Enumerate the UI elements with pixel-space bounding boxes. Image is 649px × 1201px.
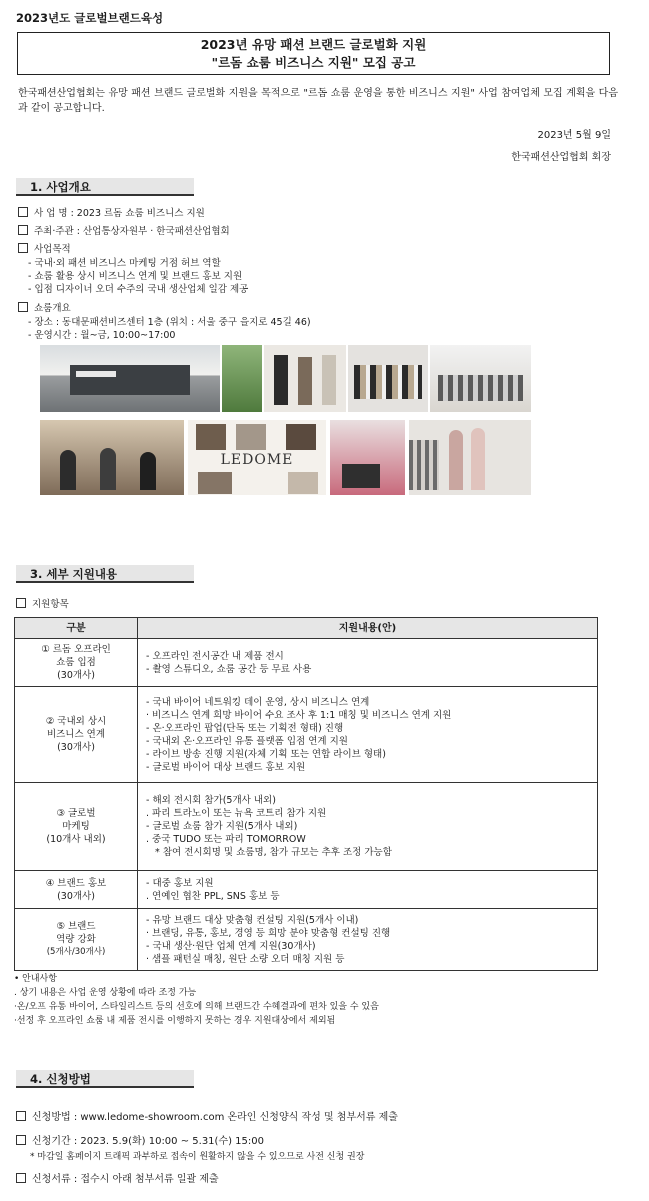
table-header-category: 구분: [15, 618, 138, 639]
category-label: 2023년도 글로벌브랜드육성: [16, 11, 164, 25]
showroom-place: - 장소 : 동대문패션비즈센터 1층 (위치 : 서울 중구 을지로 45길 46): [28, 317, 311, 328]
checkbox-icon: [16, 1173, 26, 1183]
showroom-interior-photo: [430, 345, 531, 412]
table-header-details: 지원내용(안): [138, 618, 598, 639]
event-crowd-photo: [40, 420, 184, 495]
clothing-rack-photo: [348, 345, 428, 412]
ledome-logo: LEDOME: [220, 452, 294, 468]
visitors-photo: [409, 420, 531, 495]
support-items-title: 지원항목: [16, 598, 69, 611]
checkbox-icon: [18, 207, 28, 217]
intro-text: 한국패션산업협회는 유망 패션 브랜드 글로벌화 지원을 목적으로 "르돔 쇼룸 운영을 통한 비즈니스 지원" 사업 참여업체 모집 계획을 다음과 같이 공고합니다.: [18, 88, 618, 114]
ledome-brand-photo: [188, 420, 326, 495]
checkbox-icon: [18, 243, 28, 253]
row-details: - 해외 전시회 참가(5개사 내외) . 파리 트라노이 또는 뉴욕 코트리 참가 지원 - 글로벌 쇼룸 참가 지원(5개사 내외) . 중국 TUDO 또는 파리 TOMORROW * 참여 전시회명 및 쇼룸명, 참가 규모는 추후 조정 가능함: [138, 783, 598, 871]
table-row: [15, 909, 598, 971]
row-details: - 유망 브랜드 대상 맞춤형 컨설팅 지원(5개사 이내) · 브랜딩, 유통, 홍보, 경영 등 희망 분야 맞춤형 컨설팅 진행 - 국내 생산·원단 업체 연계 지원(30개사) · 샘플 패턴실 매칭, 원단 소량 오더 매칭 지원 등: [138, 909, 598, 971]
section-1-heading: 1. 사업개요: [16, 178, 194, 196]
pink-showroom-photo: [330, 420, 405, 495]
title-line-2: "르돔 쇼룸 비즈니스 지원" 모집 공고: [211, 55, 416, 70]
checkbox-icon: [16, 598, 26, 608]
checkbox-icon: [18, 302, 28, 312]
notice-date: 2023년 5월 9일: [537, 130, 611, 141]
row-category: ② 국내외 상시 비즈니스 연계 (30개사): [15, 687, 138, 783]
row-category: ⑤ 브랜드 역량 강화 (5개사/30개사): [15, 909, 138, 971]
checkbox-icon: [18, 225, 28, 235]
table-row: [15, 639, 598, 687]
purpose-title: 사업목적: [18, 243, 71, 256]
row-category: ③ 글로벌 마케팅 (10개사 내외): [15, 783, 138, 871]
showroom-title: 쇼룸개요: [18, 302, 71, 315]
plants-photo: [222, 345, 262, 412]
row-details: - 대중 홍보 지원 . 연예인 협찬 PPL, SNS 홍보 등: [138, 871, 598, 909]
table-row: [15, 871, 598, 909]
application-method: 신청방법 : www.ledome-showroom.com 온라인 신청양식 작성 및 첨부서류 제출: [16, 1111, 398, 1124]
table-row: [15, 687, 598, 783]
notes-block: [14, 972, 379, 1028]
support-table: [14, 617, 598, 971]
note-item: ·선정 후 오프라인 쇼룸 내 제품 전시를 이행하지 못하는 경우 지원대상에서 제외됨: [14, 1016, 336, 1026]
purpose-item: - 입점 디자이너 오더 수주의 국내 생산업체 일감 제공: [28, 284, 249, 295]
row-category: ④ 브랜드 홍보 (30개사): [15, 871, 138, 909]
note-item: . 상기 내용은 사업 운영 상황에 따라 조정 가능: [14, 988, 197, 998]
application-period: 신청기간 : 2023. 5.9(화) 10:00 ~ 5.31(수) 15:00: [16, 1135, 264, 1148]
purpose-item: - 국내·외 패션 비즈니스 마케팅 거점 허브 역할: [28, 258, 221, 269]
period-note: * 마감일 홈페이지 트래픽 과부하로 접속이 원활하지 않을 수 있으므로 사전 신청 권장: [30, 1152, 365, 1162]
section-4-heading: 4. 신청방법: [16, 1070, 194, 1088]
notes-title: • 안내사항: [14, 974, 57, 984]
business-host: 주최·주관 : 산업통상자원부 · 한국패션산업협회: [18, 225, 230, 238]
row-category: ① 르돔 오프라인 쇼룸 입점 (30개사): [15, 639, 138, 687]
section-3-heading: 3. 세부 지원내용: [16, 565, 194, 583]
issuing-org: 한국패션산업협회 회장: [511, 152, 611, 163]
title-line-1: 2023년 유망 패션 브랜드 글로벌화 지원: [200, 37, 427, 52]
checkbox-icon: [16, 1135, 26, 1145]
purpose-item: - 쇼룸 활용 상시 비즈니스 연계 및 브랜드 홍보 지원: [28, 271, 243, 282]
showroom-hours: - 운영시간 : 월~금, 10:00~17:00: [28, 330, 176, 341]
row-details: - 오프라인 전시공간 내 제품 전시 - 촬영 스튜디오, 쇼룸 공간 등 무료 사용: [138, 639, 598, 687]
table-row: [15, 783, 598, 871]
checkbox-icon: [16, 1111, 26, 1121]
application-documents: 신청서류 : 접수시 아래 첨부서류 일괄 제출: [16, 1173, 219, 1186]
table-header-row: [15, 618, 598, 639]
mannequin-photo: [264, 345, 346, 412]
showroom-exterior-photo: [40, 345, 220, 412]
business-name: 사 업 명 : 2023 르돔 쇼룸 비즈니스 지원: [18, 207, 205, 220]
notice-title-box: [17, 32, 610, 75]
row-details: - 국내 바이어 네트워킹 데이 운영, 상시 비즈니스 연계 · 비즈니스 연계 희망 바이어 수요 조사 후 1:1 매칭 및 비즈니스 연계 지원 - 온·오프라인 팝업(단독 또는 기획전 형태) 진행 - 국내외 온·오프라인 유통 플랫폼 입점 연계 지원 - 라이브 방송 진행 지원(자체 기획 또는 연합 라이브 형태) - 글로벌 바이어 대상 브랜드 홍보 지원: [138, 687, 598, 783]
note-item: ·온/오프 유통 바이어, 스타일리스트 등의 선호에 의해 브랜드간 수혜결과에 편차 있을 수 있음: [14, 1002, 379, 1012]
